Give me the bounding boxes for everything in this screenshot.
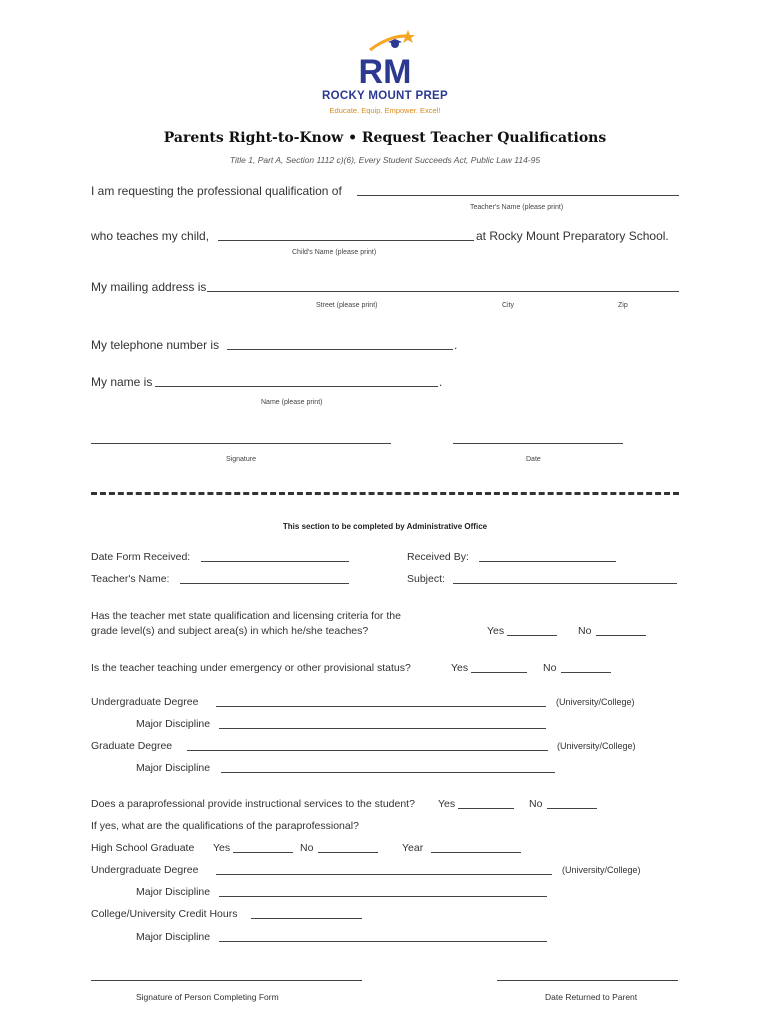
telephone-period: .: [454, 338, 458, 352]
q3-yes-label: Yes: [438, 798, 456, 810]
name-caption: Name (please print): [261, 399, 323, 406]
year-label: Year: [402, 842, 424, 854]
parent-name-field[interactable]: [155, 386, 438, 387]
date-returned-caption: Date Returned to Parent: [545, 992, 638, 1002]
grad-field[interactable]: [187, 750, 548, 751]
year-field[interactable]: [431, 852, 521, 853]
form-title: Parents Right-to-Know • Request Teacher Qualifications: [163, 130, 607, 146]
grad-major-field[interactable]: [221, 772, 555, 773]
undergrad-field[interactable]: [216, 706, 546, 707]
para-undergrad-label: Undergraduate Degree: [91, 864, 199, 876]
child-label: who teaches my child,: [91, 229, 210, 243]
date-received-field[interactable]: [201, 561, 349, 562]
telephone-label: My telephone number is: [91, 338, 220, 352]
child-name-field[interactable]: [218, 240, 474, 241]
hs-graduate-label: High School Graduate: [91, 842, 195, 854]
undergrad-major-field[interactable]: [219, 728, 546, 729]
mailing-address-field[interactable]: [207, 291, 679, 292]
hs-yes-label: Yes: [213, 842, 231, 854]
para-major-field[interactable]: [219, 896, 547, 897]
q1-yes-field[interactable]: [507, 635, 557, 636]
zip-caption: Zip: [618, 302, 628, 309]
undergrad-label: Undergraduate Degree: [91, 696, 199, 708]
child-name-caption: Child's Name (please print): [292, 249, 377, 256]
q1-line2: grade level(s) and subject area(s) in which he/she teaches?: [91, 625, 369, 637]
hs-no-label: No: [300, 842, 314, 854]
teacher-name-field[interactable]: [357, 195, 679, 196]
admin-teacher-name-label: Teacher's Name:: [91, 573, 170, 585]
q2-yes-label: Yes: [451, 662, 469, 674]
hs-yes-field[interactable]: [233, 852, 293, 853]
grad-university-label: (University/College): [557, 741, 636, 751]
q3-yes-field[interactable]: [458, 808, 514, 809]
grad-major-label: Major Discipline: [136, 762, 211, 774]
date-returned-field[interactable]: [497, 980, 678, 981]
q4-text: If yes, what are the qualifications of the paraprofessional?: [91, 820, 359, 832]
credit-hours-label: College/University Credit Hours: [91, 908, 238, 920]
q2-no-label: No: [543, 662, 557, 674]
logo-school-name: ROCKY MOUNT PREP: [322, 90, 448, 102]
logo-monogram: RM: [358, 53, 412, 91]
date-field[interactable]: [453, 443, 623, 444]
admin-teacher-name-field[interactable]: [180, 583, 349, 584]
completing-signature-caption: Signature of Person Completing Form: [136, 992, 279, 1002]
name-period: .: [439, 375, 443, 389]
undergrad-university-label: (University/College): [556, 697, 635, 707]
q3-text: Does a paraprofessional provide instructional services to the student?: [91, 798, 415, 810]
signature-caption: Signature: [226, 456, 256, 463]
q1-no-field[interactable]: [596, 635, 646, 636]
date-caption: Date: [526, 456, 541, 463]
q1-no-label: No: [578, 625, 592, 637]
credit-major-field[interactable]: [219, 941, 547, 942]
received-by-field[interactable]: [479, 561, 616, 562]
credit-hours-field[interactable]: [251, 918, 362, 919]
para-major-label: Major Discipline: [136, 886, 211, 898]
logo-tagline: Educate. Equip. Empower. Excel!: [329, 106, 441, 115]
school-suffix: at Rocky Mount Preparatory School.: [476, 229, 669, 243]
admin-section-heading: This section to be completed by Administrative Office: [282, 522, 488, 531]
para-undergrad-field[interactable]: [216, 874, 552, 875]
telephone-field[interactable]: [227, 349, 453, 350]
credit-major-label: Major Discipline: [136, 931, 211, 943]
q3-no-field[interactable]: [547, 808, 597, 809]
q2-no-field[interactable]: [561, 672, 611, 673]
hs-no-field[interactable]: [318, 852, 378, 853]
mailing-label: My mailing address is: [91, 280, 207, 294]
section-divider: [91, 492, 679, 495]
q1-yes-label: Yes: [487, 625, 505, 637]
request-label: I am requesting the professional qualification of: [91, 184, 342, 198]
subject-field[interactable]: [453, 583, 677, 584]
teacher-name-caption: Teacher's Name (please print): [470, 204, 564, 211]
q2-text: Is the teacher teaching under emergency or other provisional status?: [91, 662, 411, 674]
form-subtitle: Title 1, Part A, Section 1112 c)(6), Every Student Succeeds Act, Public Law 114-95: [229, 155, 541, 165]
q2-yes-field[interactable]: [471, 672, 527, 673]
received-by-label: Received By:: [407, 551, 469, 563]
name-label: My name is: [91, 375, 153, 389]
city-caption: City: [502, 302, 515, 309]
q3-no-label: No: [529, 798, 543, 810]
undergrad-major-label: Major Discipline: [136, 718, 211, 730]
signature-field[interactable]: [91, 443, 391, 444]
para-university-label: (University/College): [562, 865, 641, 875]
street-caption: Street (please print): [316, 302, 378, 309]
q1-line1: Has the teacher met state qualification and licensing criteria for the: [91, 610, 401, 622]
subject-label: Subject:: [407, 573, 445, 585]
date-received-label: Date Form Received:: [91, 551, 191, 563]
completing-signature-field[interactable]: [91, 980, 362, 981]
grad-label: Graduate Degree: [91, 740, 173, 752]
school-logo: [300, 30, 470, 125]
